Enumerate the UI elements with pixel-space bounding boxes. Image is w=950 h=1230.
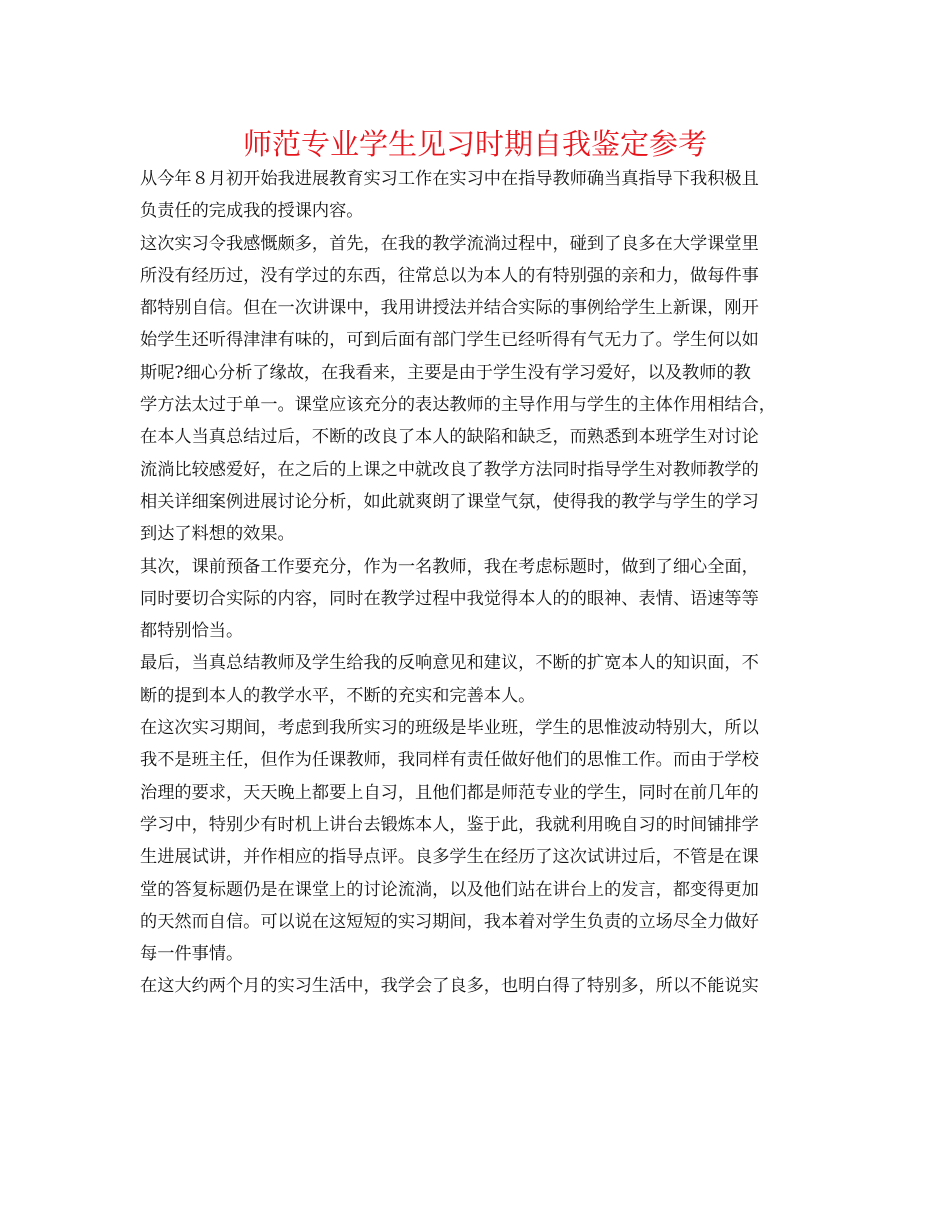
body-text-line: 负责任的完成我的授课内容。 (140, 201, 364, 222)
body-text-line: 在这大约两个月的实习生活中，我学会了良多，也明白得了特别多，所以不能说实 (140, 976, 759, 997)
body-text-line: 同时要切合实际的内容，同时在教学过程中我觉得本人的的眼神、表情、语速等等 (140, 588, 759, 609)
body-text-line: 学习中，特别少有时机上讲台去锻炼本人，鉴于此，我就利用晚自习的时间铺排学 (140, 814, 759, 835)
body-text-line: 的天然而自信。可以说在这短短的实习期间，我本着对学生负责的立场尽全力做好 (140, 911, 759, 932)
body-text-line: 在本人当真总结过后，不断的改良了本人的缺陷和缺乏，而熟悉到本班学生对讨论 (140, 427, 759, 448)
body-text-line: 都特别恰当。 (140, 621, 244, 642)
body-text-line: 流淌比较感爱好，在之后的上课之中就改良了教学方法同时指导学生对教师教学的 (140, 459, 759, 480)
body-text-line: 治理的要求，天天晚上都要上自习，且他们都是师范专业的学生，同时在前几年的 (140, 782, 759, 803)
body-text-line: 断的提到本人的教学水平，不断的充实和完善本人。 (140, 685, 536, 706)
body-text-line: 所没有经历过，没有学过的东西，往常总以为本人的有特别强的亲和力，做每件事 (140, 265, 759, 286)
body-text-line: 在这次实习期间，考虑到我所实习的班级是毕业班，学生的思惟波动特别大，所以 (140, 718, 759, 739)
body-text-line: 最后，当真总结教师及学生给我的反响意见和建议，不断的扩宽本人的知识面，不 (140, 653, 759, 674)
document-body (140, 163, 830, 1003)
body-text-line: 相关详细案例进展讨论分析，如此就爽朗了课堂气氛，使得我的教学与学生的学习 (140, 491, 759, 512)
body-text-line: 到达了料想的效果。 (140, 524, 295, 545)
body-text-line: 斯呢?细心分析了缘故，在我看来，主要是由于学生没有学习爱好，以及教师的教 (140, 362, 751, 383)
body-text-line: 我不是班主任，但作为任课教师，我同样有责任做好他们的思惟工作。而由于学校 (140, 750, 759, 771)
body-text-line: 始学生还听得津津有味的，可到后面有部门学生已经听得有气无力了。学生何以如 (140, 330, 759, 351)
body-text-line: 从今年８月初开始我进展教育实习工作在实习中在指导教师确当真指导下我积极且 (140, 169, 759, 189)
body-text-line: 都特别自信。但在一次讲课中，我用讲授法并结合实际的事例给学生上新课，刚开 (140, 298, 759, 319)
body-text-line: 生进展试讲，并作相应的指导点评。良多学生在经历了这次试讲过后，不管是在课 (140, 847, 759, 868)
body-text-line: 每一件事情。 (140, 944, 244, 965)
document-title: 师范专业学生见习时期自我鉴定参考 (242, 127, 707, 161)
body-text-line: 这次实习令我感慨颇多，首先，在我的教学流淌过程中，碰到了良多在大学课堂里 (140, 233, 759, 254)
body-text-line: 其次，课前预备工作要充分，作为一名教师，我在考虑标题时，做到了细心全面， (140, 556, 759, 577)
body-text-line: 学方法太过于单一。课堂应该充分的表达教师的主导作用与学生的主体作用相结合， (140, 395, 776, 416)
body-text-line: 堂的答复标题仍是在课堂上的讨论流淌，以及他们站在讲台上的发言，都变得更加 (140, 879, 759, 900)
